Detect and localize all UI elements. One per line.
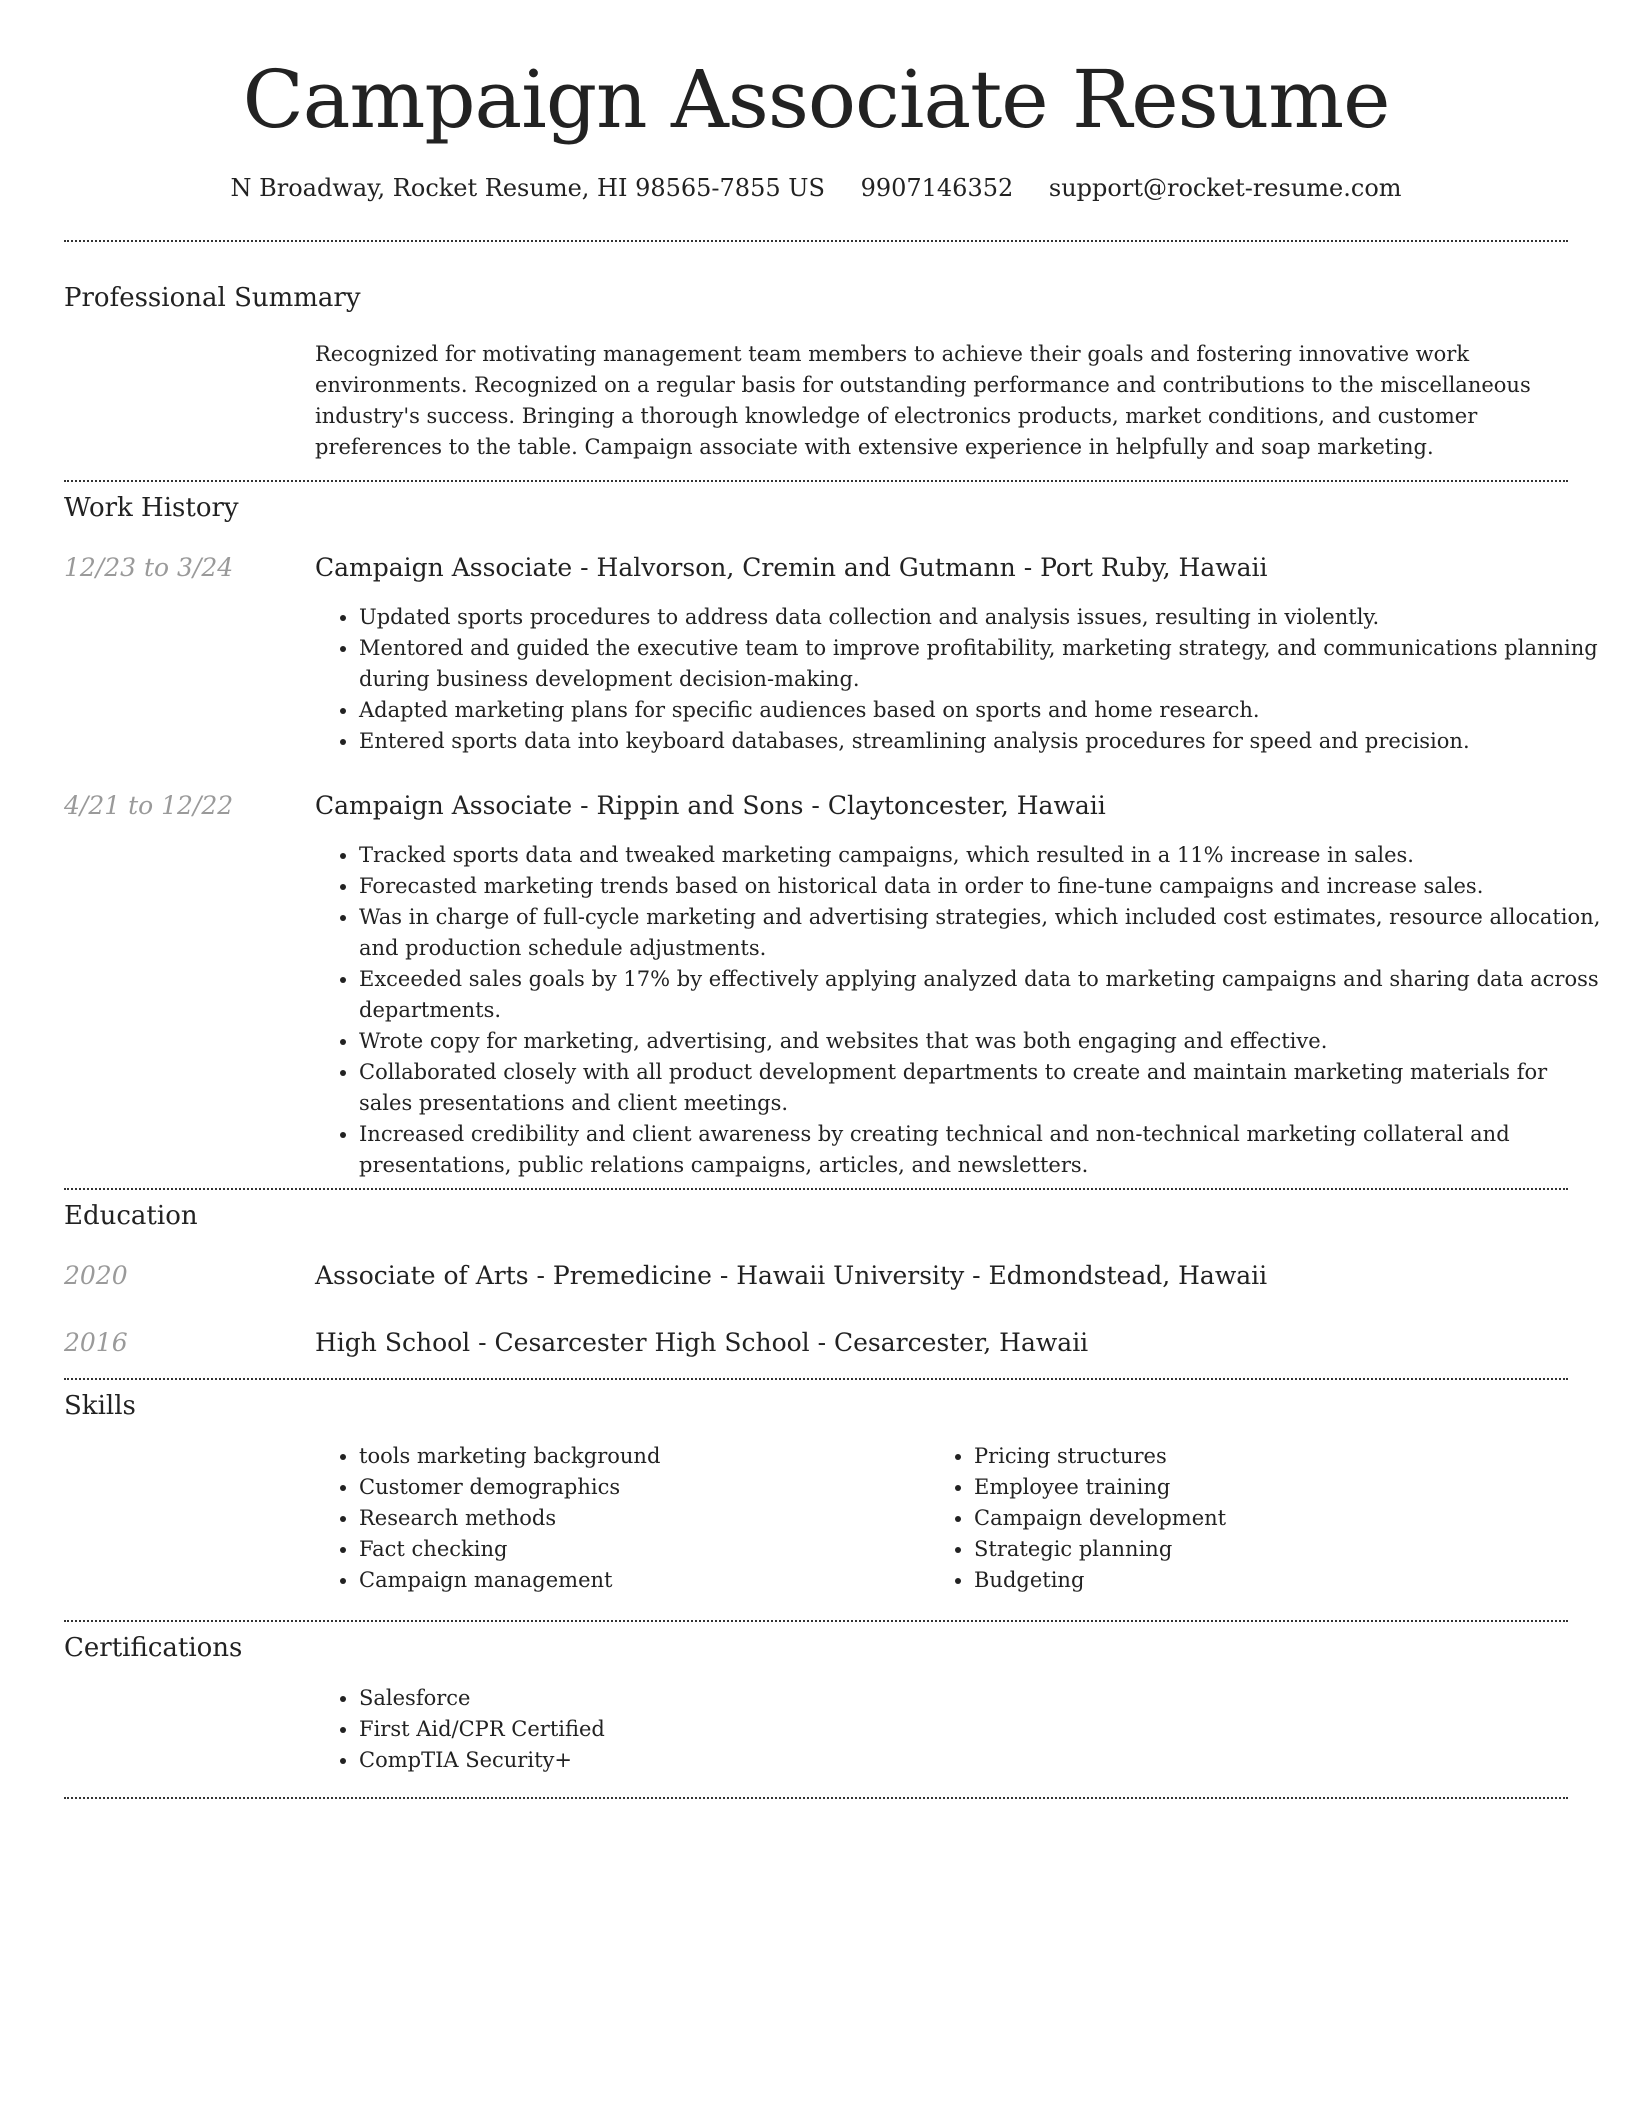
list-item: • Forecasted marketing trends based on historical data in order to fine-tune campaigns and increase sales.	[359, 871, 1604, 902]
list-item: • Wrote copy for marketing, advertising, and websites that was both engaging and effective.	[359, 1026, 1604, 1057]
list-item: • Increased credibility and client awareness by creating technical and non-technical marketing collateral and presentations, public relations campaigns, articles, and newsletters.	[359, 1119, 1604, 1181]
job-dates: 4/21 to 12/22	[64, 791, 234, 820]
list-item: • Collaborated closely with all product development departments to create and maintain marketing materials for sales presentations and client meetings.	[359, 1057, 1604, 1119]
list-item: • Tracked sports data and tweaked marketing campaigns, which resulted in a 11% increase in sales.	[359, 840, 1604, 871]
list-item: • Customer demographics	[359, 1472, 919, 1503]
summary-text: Recognized for motivating management team members to achieve their goals and fostering innovative work environments. Recognized on a regular basis for outstanding performance and contributions to the miscellaneous industry's success. Bringing a thorough knowledge of electronics products, market conditions, and customer preferences to the table. Campaign associate with extensive experience in helpfully and soap marketing.	[315, 342, 1531, 459]
list-item: • First Aid/CPR Certified	[359, 1714, 1604, 1745]
list-item: • Was in charge of full-cycle marketing and advertising strategies, which included cost estimates, resource allocation, and production schedule adjustments.	[359, 902, 1604, 964]
education-year: 2016	[64, 1328, 128, 1357]
skills-list-right	[930, 1441, 1534, 1596]
job-dates: 12/23 to 3/24	[64, 553, 234, 582]
job-bullets	[315, 602, 1604, 757]
list-item: • Updated sports procedures to address data collection and analysis issues, resulting in violently.	[359, 602, 1604, 633]
list-item: • Exceeded sales goals by 17% by effectively applying analyzed data to marketing campaigns and sharing data across departments.	[359, 964, 1604, 1026]
list-item: • Budgeting	[974, 1565, 1534, 1596]
contact-line	[0, 170, 1632, 206]
list-item: • Entered sports data into keyboard databases, streamlining analysis procedures for speed and precision.	[359, 726, 1604, 757]
resume-title: Campaign Associate Resume	[242, 53, 1390, 146]
list-item: • Employee training	[974, 1472, 1534, 1503]
job-title: Campaign Associate - Rippin and Sons - Claytoncester, Hawaii	[315, 791, 1106, 820]
list-item: • Campaign management	[359, 1565, 919, 1596]
work-history-heading: Work History	[64, 493, 239, 523]
divider	[64, 240, 1568, 242]
list-item: • Pricing structures	[974, 1441, 1534, 1472]
education-heading: Education	[64, 1201, 198, 1231]
list-item: • Fact checking	[359, 1534, 919, 1565]
divider	[64, 1378, 1568, 1380]
list-item: • CompTIA Security+	[359, 1745, 1604, 1776]
divider	[64, 1188, 1568, 1190]
list-item: • Salesforce	[359, 1683, 1604, 1714]
job-bullets	[315, 840, 1604, 1181]
skills-list-left	[315, 1441, 919, 1596]
job-title: Campaign Associate - Halvorson, Cremin and Gutmann - Port Ruby, Hawaii	[315, 553, 1268, 582]
list-item: • Mentored and guided the executive team to improve profitability, marketing strategy, and communications planning during business development decision-making.	[359, 633, 1604, 695]
list-item: • Strategic planning	[974, 1534, 1534, 1565]
contact-address: N Broadway, Rocket Resume, HI 98565-7855 US	[230, 174, 825, 202]
education-degree: Associate of Arts - Premedicine - Hawaii University - Edmondstead, Hawaii	[315, 1261, 1268, 1290]
education-year: 2020	[64, 1261, 128, 1290]
summary-heading: Professional Summary	[64, 283, 361, 313]
list-item: • tools marketing background	[359, 1441, 919, 1472]
divider	[64, 1797, 1568, 1799]
list-item: • Research methods	[359, 1503, 919, 1534]
certifications-heading: Certifications	[64, 1633, 243, 1663]
skills-heading: Skills	[64, 1391, 136, 1421]
certifications-list	[315, 1683, 1604, 1776]
divider	[64, 480, 1568, 482]
education-degree: High School - Cesarcester High School - Cesarcester, Hawaii	[315, 1328, 1089, 1357]
list-item: • Campaign development	[974, 1503, 1534, 1534]
contact-email: support@rocket-resume.com	[1048, 174, 1402, 202]
divider	[64, 1620, 1568, 1622]
list-item: • Adapted marketing plans for specific audiences based on sports and home research.	[359, 695, 1604, 726]
contact-phone: 9907146352	[860, 174, 1014, 202]
